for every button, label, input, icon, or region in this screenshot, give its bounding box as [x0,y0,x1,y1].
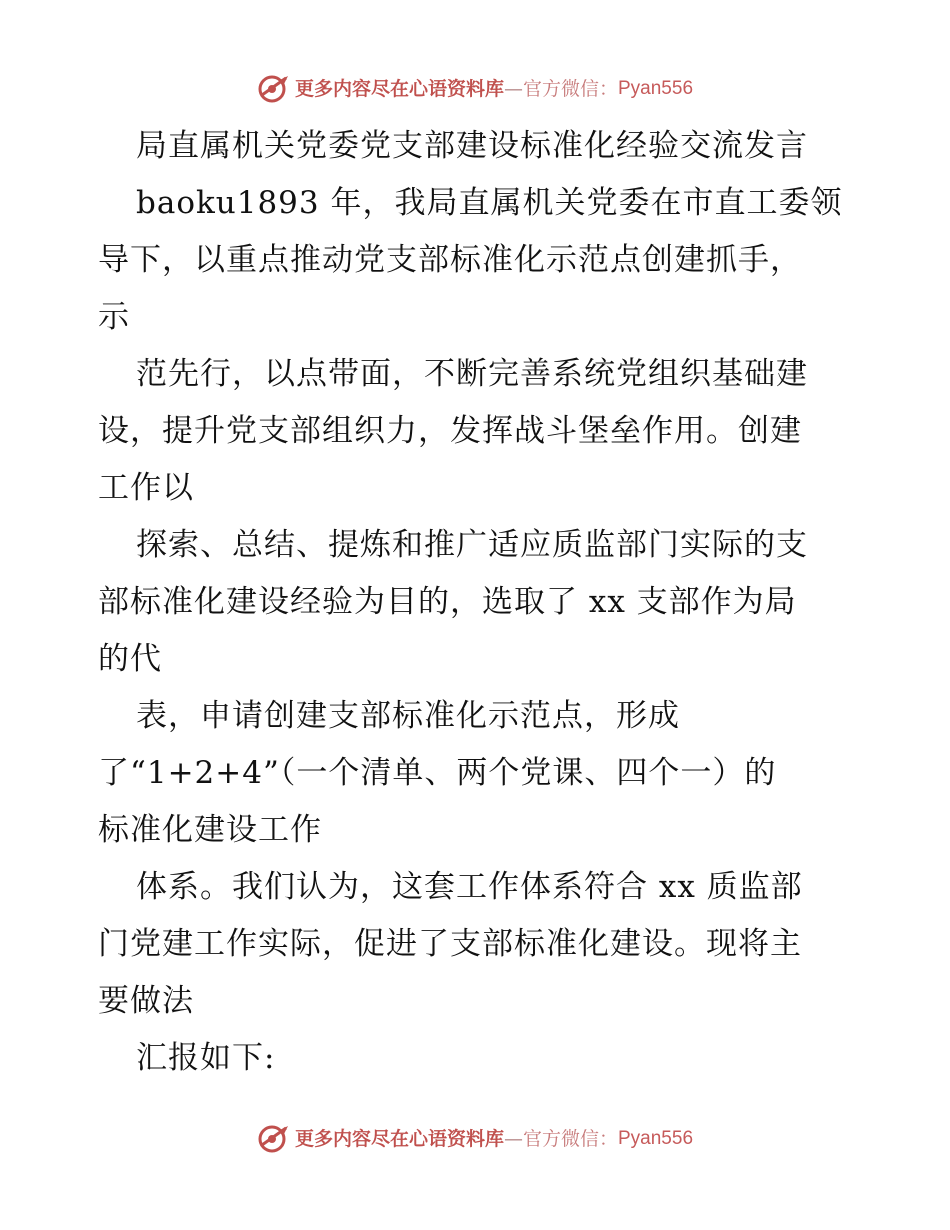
paragraph-line: 体系。我们认为，这套工作体系符合 xx 质监部 [136,869,803,905]
paragraph-line: 导下，以重点推动党支部标准化示范点创建抓手， [98,242,802,278]
watermark-side-text: 官方微信： [522,1128,618,1150]
paragraph-line: baoku1893 年，我局直属机关党委在市直工委领 [136,185,843,221]
watermark-main-text: 更多内容尽在心语资料库 [294,1128,504,1150]
paragraph-line: 范先行，以点带面，不断完善系统党组织基础建 [136,356,808,392]
watermark-dash: — [503,78,523,100]
document-title: 局直属机关党委党支部建设标准化经验交流发言 [136,128,808,164]
paragraph-line: 设，提升党支部组织力，发挥战斗堡垒作用。创建 [98,413,802,449]
paragraph-line: 工作以 [98,470,194,506]
paragraph-line: 汇报如下: [136,1040,276,1076]
paragraph-line: 表，申请创建支部标准化示范点，形成 [136,698,680,734]
header-watermark [0,74,950,104]
watermark-dash: — [503,1128,523,1150]
paragraph-line: 探索、总结、提炼和推广适应质监部门实际的支 [136,527,808,563]
document-body [98,118,858,1087]
paragraph-line: 要做法 [98,983,194,1019]
watermark-wechat-id: Pyan556 [618,78,694,99]
watermark-side-text: 官方微信： [522,78,618,100]
pen-logo-icon [257,74,291,104]
paragraph-line: 门党建工作实际，促进了支部标准化建设。现将主 [98,926,802,962]
paragraph-line: 部标准化建设经验为目的，选取了 xx 支部作为局 [98,584,797,620]
paragraph-line: 的代 [98,641,162,677]
footer-watermark [0,1124,950,1154]
watermark-main-text: 更多内容尽在心语资料库 [294,78,504,100]
paragraph-line: 了“1+2+4”（一个清单、两个党课、四个一）的 [98,755,777,791]
paragraph-line: 示 [98,299,130,335]
pen-logo-icon [257,1124,291,1154]
paragraph-line: 标准化建设工作 [98,812,322,848]
watermark-wechat-id: Pyan556 [618,1128,694,1149]
